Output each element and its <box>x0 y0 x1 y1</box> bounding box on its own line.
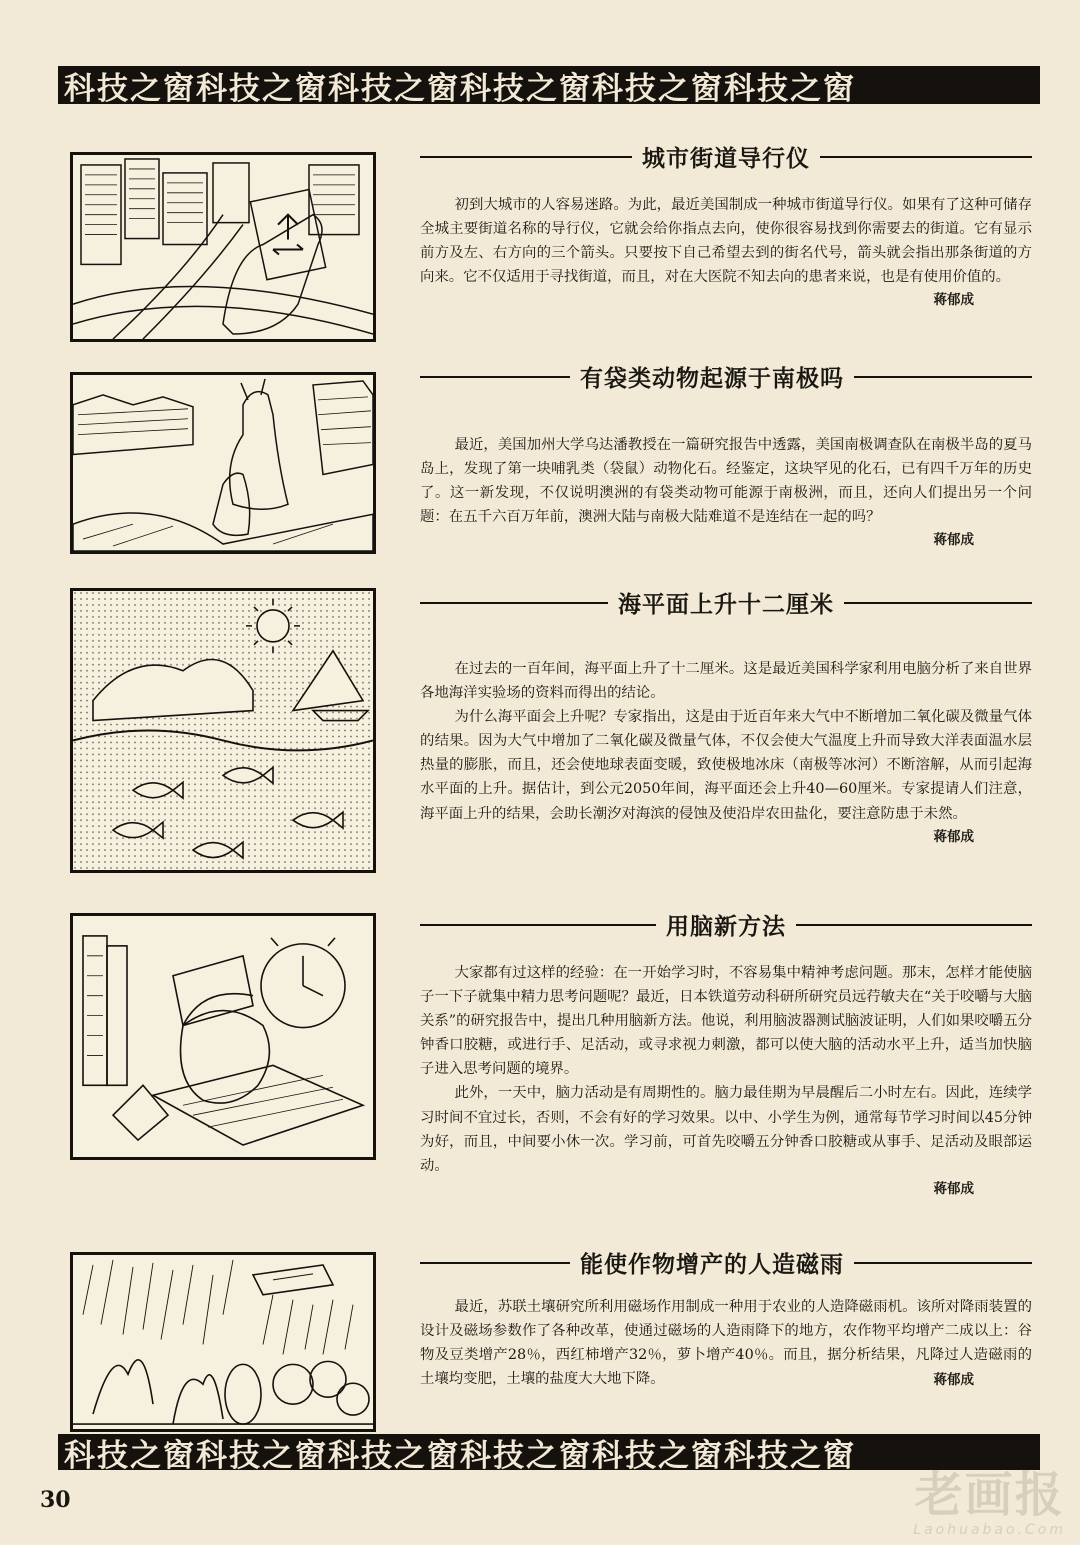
top-banner <box>58 66 1040 104</box>
article-headline <box>420 1246 1032 1279</box>
article-title: 有袋类动物起源于南极吗 <box>580 366 844 392</box>
headline-rule-left <box>420 156 632 158</box>
article-brain-method <box>420 908 1032 1200</box>
headline-rule-right <box>854 376 1032 378</box>
article-headline <box>420 140 1032 173</box>
article-sea-level <box>420 586 1032 848</box>
headline-rule-right <box>820 156 1032 158</box>
article-headline <box>420 908 1032 941</box>
headline-rule-left <box>420 1262 570 1264</box>
banner-text: 科技之窗科技之窗科技之窗科技之窗科技之窗科技之窗 <box>64 1437 856 1470</box>
watermark-url: Laohuabao.Com <box>913 1522 1066 1538</box>
article-author: 蒋郁成 <box>933 828 974 845</box>
article-headline <box>420 360 1032 393</box>
headline-rule-right <box>854 1262 1032 1264</box>
illustration-magnetic-rain <box>70 1252 376 1432</box>
watermark <box>913 1468 1066 1538</box>
bottom-banner <box>58 1434 1040 1470</box>
article-paragraph: 最近，苏联土壤研究所利用磁场作用制成一种用于农业的人造降磁雨机。该所对降雨装置的设计及磁场参数作了各种改革，使通过磁场的人造雨降下的地方，农作物平均增产二成以上：谷物及豆类增产28％，西红柿增产32％，萝卜增产40％。而且，据分析结果，凡降过人造磁雨的土壤均变肥，土壤的盐度大大地下降。 <box>420 1299 1032 1388</box>
article-marsupials <box>420 360 1032 551</box>
headline-rule-right <box>796 924 1032 926</box>
article-author: 蒋郁成 <box>933 532 974 549</box>
article-city-navigator <box>420 140 1032 311</box>
illustration-city-navigator <box>70 152 376 342</box>
article-paragraph: 最近，美国加州大学乌达潘教授在一篇研究报告中透露，美国南极调查队在南极半岛的夏马岛上，发现了第一块哺乳类（袋鼠）动物化石。经鉴定，这块罕见的化石，已有四千万年的历史了。这一新发现，不仅说明澳洲的有袋类动物可能源于南极洲，而且，还向人们提出另一个问题：在五千六百万年前，澳洲大陆与南极大陆难道不是连结在一起的吗？ <box>420 437 1032 526</box>
page-number: 30 <box>40 1487 71 1513</box>
article-paragraph: 初到大城市的人容易迷路。为此，最近美国制成一种城市街道导行仪。如果有了这种可储存全城主要街道名称的导行仪，它就会给你指点去向，使你很容易找到你需要去的街道。它有显示前方及左、右方向的三个箭头。只要按下自己希望去到的街名代号，箭头就会指出那条街道的方向来。它不仅适用于寻找街道，而且，对在大医院不知去向的患者来说，也是有使用价值的。 <box>420 197 1032 286</box>
article-paragraph: 为什么海平面会上升呢？专家指出，这是由于近百年来大气中不断增加二氧化碳及微量气体的结果。因为大气中增加了二氧化碳及微量气体，不仅会使大气温度上升而导致大洋表面温水层热量的膨胀，而且，还会使地球表面变暖，致使极地冰床（南极等冰河）不断溶解，从而引起海水平面的上升。据估计，到公元2050年间，海平面还会上升40—60厘米。专家提请人们注意，海平面上升的结果，会助长潮汐对海滨的侵蚀及使沿岸农田盐化，要注意防患于未然。 <box>420 709 1032 822</box>
headline-rule-left <box>420 924 656 926</box>
article-body <box>420 193 1032 289</box>
article-body <box>420 657 1032 826</box>
article-author: 蒋郁成 <box>933 1180 974 1197</box>
article-author: 蒋郁成 <box>933 1372 974 1389</box>
article-magnetic-rain <box>420 1246 1032 1391</box>
article-headline <box>420 586 1032 619</box>
article-title: 能使作物增产的人造磁雨 <box>580 1252 844 1278</box>
banner-text: 科技之窗科技之窗科技之窗科技之窗科技之窗科技之窗 <box>64 70 856 104</box>
article-paragraph: 大家都有过这样的经验：在一开始学习时，不容易集中精神考虑问题。那末，怎样才能使脑子一下子就集中精力思考问题呢？最近，日本铁道劳动科研所研究员远荇敏夫在“关于咬嚼与大脑关系”的研究报告中，提出几种用脑新方法。他说，利用脑波器测试脑波证明，人们如果咬嚼五分钟香口胶糖，或进行手、足活动，或寻求视力刺激，都可以使大脑的活动水平上升，适当加快脑子进入思考问题的境界。 <box>420 965 1032 1078</box>
headline-rule-left <box>420 602 608 604</box>
illustration-study-brain <box>70 913 376 1160</box>
illustration-sea-level <box>70 588 376 873</box>
article-paragraph: 在过去的一百年间，海平面上升了十二厘米。这是最近美国科学家利用电脑分析了来自世界各地海洋实验场的资料而得出的结论。 <box>420 661 1032 702</box>
watermark-text: 老画报 <box>914 1467 1065 1523</box>
article-title: 用脑新方法 <box>666 914 786 940</box>
article-title: 城市街道导行仪 <box>642 146 810 172</box>
article-body <box>420 433 1032 529</box>
illustration-kangaroos <box>70 372 376 554</box>
article-author: 蒋郁成 <box>933 292 974 309</box>
article-paragraph: 此外，一天中，脑力活动是有周期性的。脑力最佳期为早晨醒后二小时左右。因此，连续学习时间不宜过长，否则，不会有好的学习效果。以中、小学生为例，通常每节学习时间以45分钟为好，而且，中间要小休一次。学习前，可首先咬嚼五分钟香口胶糖或从事手、足活动及眼部运动。 <box>420 1085 1032 1174</box>
headline-rule-right <box>844 602 1032 604</box>
article-title: 海平面上升十二厘米 <box>618 592 834 618</box>
headline-rule-left <box>420 376 570 378</box>
article-body <box>420 961 1032 1178</box>
